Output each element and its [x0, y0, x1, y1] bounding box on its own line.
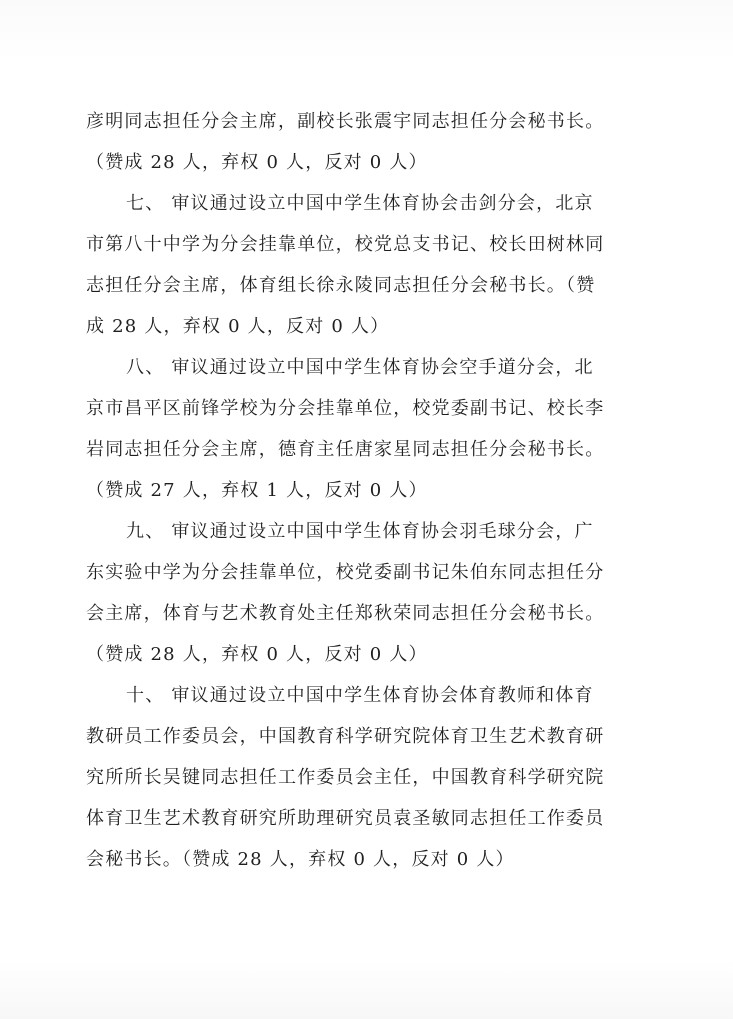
- vote-result-line: （赞成 28 人，弃权 0 人，反对 0 人）: [86, 644, 428, 665]
- doc-line: 东实验中学为分会挂靠单位，校党委副书记朱伯东同志担任分: [86, 562, 605, 583]
- item-nine-heading-line: 九、 审议通过设立中国中学生体育协会羽毛球分会，广: [126, 521, 594, 542]
- vote-result-line: 成 28 人，弃权 0 人，反对 0 人）: [86, 316, 390, 337]
- vote-result-line: （赞成 27 人，弃权 1 人，反对 0 人）: [86, 480, 428, 501]
- doc-line: 市第八十中学为分会挂靠单位，校党总支书记、校长田树林同: [86, 234, 605, 255]
- vote-result-line: 会秘书长。（赞成 28 人，弃权 0 人，反对 0 人）: [86, 849, 515, 870]
- item-eight-heading-line: 八、 审议通过设立中国中学生体育协会空手道分会，北: [126, 357, 594, 378]
- item-ten-heading-line: 十、 审议通过设立中国中学生体育协会体育教师和体育: [126, 685, 594, 706]
- doc-line: 究所所长吴键同志担任工作委员会主任，中国教育科学研究院: [86, 767, 605, 788]
- doc-line: 京市昌平区前锋学校为分会挂靠单位，校党委副书记、校长李: [86, 398, 605, 419]
- vote-result-line: （赞成 28 人，弃权 0 人，反对 0 人）: [86, 152, 428, 173]
- doc-line: 志担任分会主席，体育组长徐永陵同志担任分会秘书长。（赞: [86, 275, 596, 296]
- doc-line: 教研员工作委员会，中国教育科学研究院体育卫生艺术教育研: [86, 726, 605, 747]
- doc-line: 体育卫生艺术教育研究所助理研究员袁圣敏同志担任工作委员: [86, 808, 605, 829]
- doc-line: 会主席，体育与艺术教育处主任郑秋荣同志担任分会秘书长。: [86, 603, 605, 624]
- item-seven-heading-line: 七、 审议通过设立中国中学生体育协会击剑分会，北京: [126, 193, 594, 214]
- doc-line: 彦明同志担任分会主席，副校长张震宇同志担任分会秘书长。: [86, 111, 605, 132]
- doc-line: 岩同志担任分会主席，德育主任唐家星同志担任分会秘书长。: [86, 439, 605, 460]
